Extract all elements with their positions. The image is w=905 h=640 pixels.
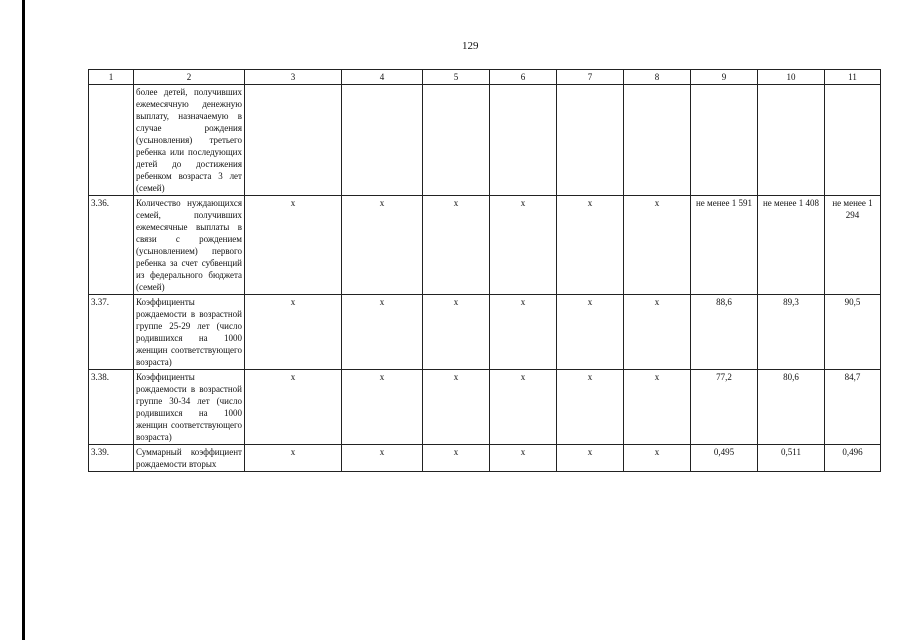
table-cell: x xyxy=(624,445,691,472)
column-header: 2 xyxy=(134,70,245,85)
table-cell: x xyxy=(342,445,423,472)
table-cell: x xyxy=(342,370,423,445)
table-cell: 89,3 xyxy=(758,295,825,370)
table-cell: x xyxy=(245,196,342,295)
column-header: 8 xyxy=(624,70,691,85)
table-cell: x xyxy=(423,196,490,295)
table-cell: не менее 1 591 xyxy=(691,196,758,295)
table-cell xyxy=(557,85,624,196)
table-row xyxy=(89,196,881,295)
table-cell xyxy=(825,85,881,196)
table-cell: x xyxy=(245,445,342,472)
table-row xyxy=(89,85,881,196)
table-cell: 77,2 xyxy=(691,370,758,445)
table-cell: x xyxy=(624,370,691,445)
table-cell: x xyxy=(490,370,557,445)
table-cell xyxy=(758,85,825,196)
table-cell: не менее 1 408 xyxy=(758,196,825,295)
table-cell: x xyxy=(423,295,490,370)
table-cell: 0,511 xyxy=(758,445,825,472)
table-row xyxy=(89,295,881,370)
column-header: 3 xyxy=(245,70,342,85)
table-cell xyxy=(342,85,423,196)
table-cell: x xyxy=(557,445,624,472)
column-header: 9 xyxy=(691,70,758,85)
column-header: 1 xyxy=(89,70,134,85)
row-number xyxy=(89,85,134,196)
table-cell: не менее 1 294 xyxy=(825,196,881,295)
table-cell: x xyxy=(624,196,691,295)
table-cell: x xyxy=(490,196,557,295)
table-cell: 0,495 xyxy=(691,445,758,472)
row-description: более детей, получивших ежемесячную денежную выплату, назначаемую в случае рождения (усыновления) третьего ребенка или последующих детей до достижения ребенком возраста 3 лет (семей) xyxy=(134,85,245,196)
table-cell: x xyxy=(490,445,557,472)
column-header: 5 xyxy=(423,70,490,85)
table-row xyxy=(89,445,881,472)
row-description: Количество нуждающихся семей, получивших ежемесячные выплаты в связи с рождением (усыновлением) первого ребенка за счет субвенций из федерального бюджета (семей) xyxy=(134,196,245,295)
column-header: 4 xyxy=(342,70,423,85)
header-row xyxy=(89,70,881,85)
table-cell: x xyxy=(624,295,691,370)
table-cell: 80,6 xyxy=(758,370,825,445)
table-cell: 90,5 xyxy=(825,295,881,370)
scan-edge-line xyxy=(22,0,25,640)
table-cell: x xyxy=(557,370,624,445)
table-cell: 0,496 xyxy=(825,445,881,472)
row-description: Коэффициенты рождаемости в возрастной группе 30-34 лет (число родившихся на 1000 женщин соответствующего возраста) xyxy=(134,370,245,445)
row-number: 3.36. xyxy=(89,196,134,295)
indicator-table xyxy=(88,69,881,472)
row-number: 3.38. xyxy=(89,370,134,445)
table-cell: x xyxy=(245,370,342,445)
row-number: 3.37. xyxy=(89,295,134,370)
page-number: 129 xyxy=(462,40,479,52)
table-cell xyxy=(490,85,557,196)
table-cell xyxy=(691,85,758,196)
table-cell: x xyxy=(490,295,557,370)
row-description: Суммарный коэффициент рождаемости вторых xyxy=(134,445,245,472)
table-cell: x xyxy=(342,196,423,295)
table-cell: x xyxy=(245,295,342,370)
table-cell xyxy=(423,85,490,196)
table-row xyxy=(89,370,881,445)
row-description: Коэффициенты рождаемости в возрастной группе 25-29 лет (число родившихся на 1000 женщин соответствующего возраста) xyxy=(134,295,245,370)
column-header: 11 xyxy=(825,70,881,85)
table-cell: 88,6 xyxy=(691,295,758,370)
row-number: 3.39. xyxy=(89,445,134,472)
column-header: 7 xyxy=(557,70,624,85)
table-cell: x xyxy=(423,445,490,472)
table-cell xyxy=(245,85,342,196)
table-cell: x xyxy=(423,370,490,445)
table-cell: 84,7 xyxy=(825,370,881,445)
table-cell xyxy=(624,85,691,196)
table-cell: x xyxy=(557,196,624,295)
table-cell: x xyxy=(557,295,624,370)
column-header: 6 xyxy=(490,70,557,85)
table-cell: x xyxy=(342,295,423,370)
column-header: 10 xyxy=(758,70,825,85)
